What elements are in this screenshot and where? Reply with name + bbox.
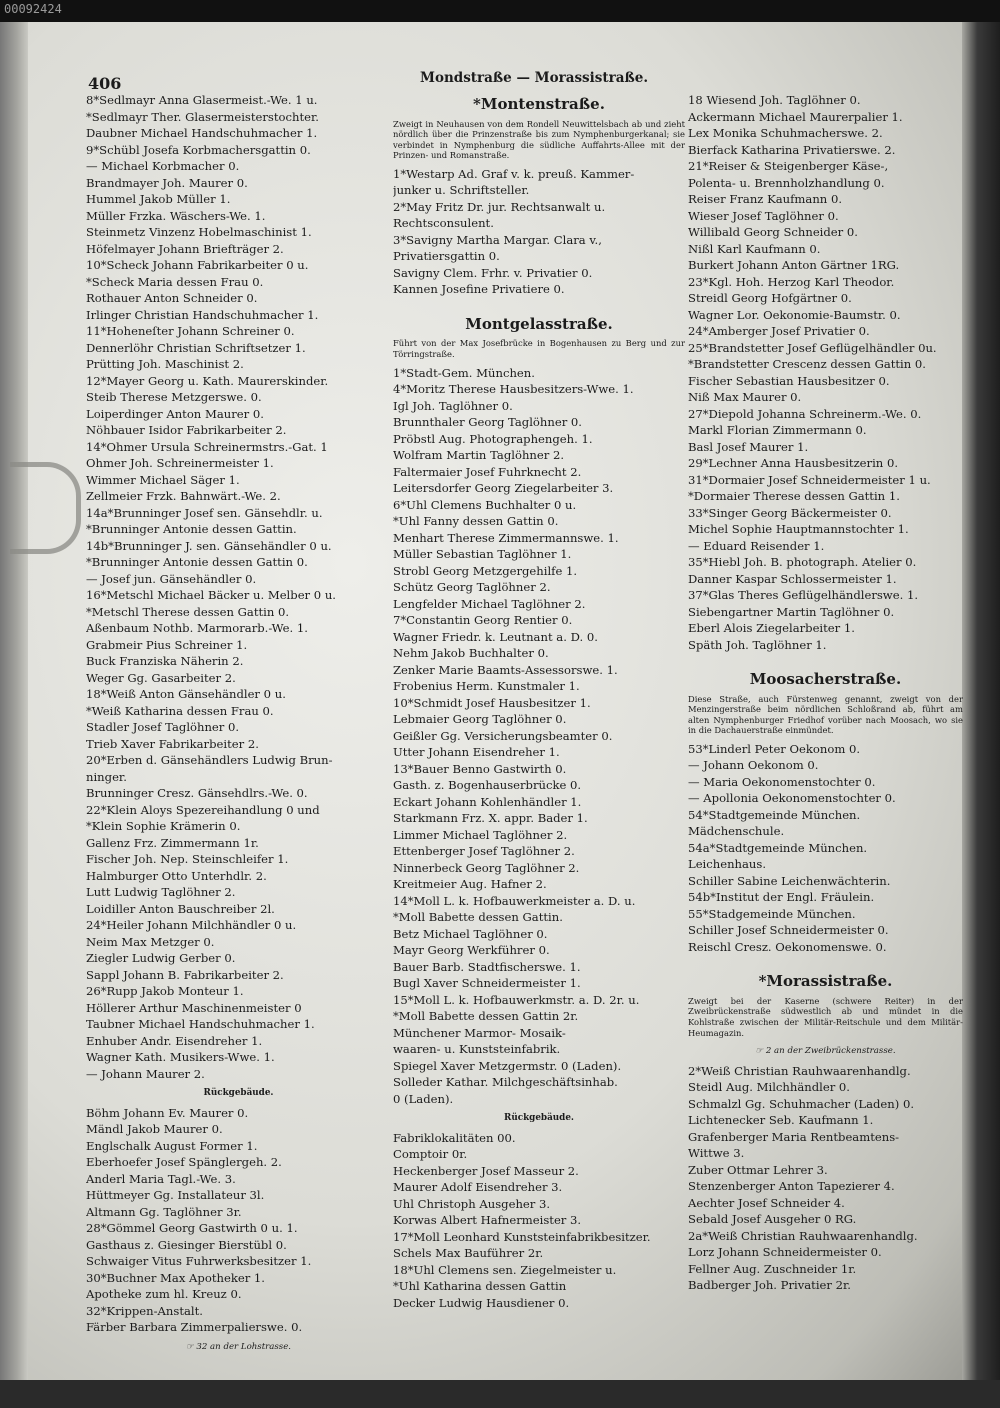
directory-entry: Schiller Josef Schneidermeister 0. (688, 923, 889, 938)
directory-entry: Lebmaier Georg Taglöhner 0. (393, 712, 567, 727)
directory-entry: 15*Moll L. k. Hofbauwerkmstr. a. D. 2r. u. (393, 992, 640, 1007)
directory-entry: 14a*Brunninger Josef sen. Gänsehdlr. u. (86, 505, 323, 520)
directory-entry: 2a*Weiß Christian Rauhwaarenhandlg. (688, 1228, 918, 1243)
directory-entry: — Eduard Reisender 1. (688, 538, 825, 553)
directory-entry: Irlinger Christian Handschuhmacher 1. (86, 307, 319, 322)
directory-entry: Gallenz Frz. Zimmermann 1r. (86, 835, 259, 850)
directory-entry: Ackermann Michael Maurerpalier 1. (688, 109, 903, 124)
reference-note: ☞ 2 an der Zweibrückenstrasse. (755, 1046, 896, 1057)
directory-entry: 2*Weiß Christian Rauhwaarenhandlg. (688, 1063, 911, 1078)
directory-entry: Strobl Georg Metzgergehilfe 1. (393, 563, 578, 578)
directory-entry: Lichtenecker Seb. Kaufmann 1. (688, 1113, 874, 1128)
directory-entry: Weger Gg. Gasarbeiter 2. (86, 670, 236, 685)
directory-entry: Menhart Therese Zimmermannswe. 1. (393, 530, 619, 545)
directory-entry: 14*Ohmer Ursula Schreinermstrs.-Gat. 1 (86, 439, 328, 454)
street-heading: Moosacherstraße. (749, 671, 902, 688)
directory-entry: Burkert Johann Anton Gärtner 1RG. (688, 258, 900, 272)
directory-entry: Siebengartner Martin Taglöhner 0. (688, 604, 895, 619)
directory-entry: 29*Lechner Anna Hausbesitzerin 0. (688, 456, 899, 470)
directory-entry: Privatiersgattin 0. (393, 249, 500, 264)
directory-entry: *Moll Babette dessen Gattin. (393, 910, 563, 925)
directory-entry: Daubner Michael Handschuhmacher 1. (86, 126, 318, 140)
directory-entry: Kreitmeier Aug. Hafner 2. (393, 877, 547, 892)
directory-entry: 31*Dormaier Josef Schneidermeister 1 u. (688, 472, 931, 487)
directory-entry: Wieser Josef Taglöhner 0. (688, 208, 839, 223)
directory-entry: Limmer Michael Taglöhner 2. (393, 827, 568, 842)
directory-entry: Steib Therese Metzgerswe. 0. (86, 390, 262, 404)
scan-code: 00092424 (4, 2, 62, 16)
directory-entry: Münchener Marmor- Mosaik- (393, 1025, 566, 1040)
directory-entry: Wolfram Martin Taglöhner 2. (393, 448, 565, 463)
directory-entry: — Johann Maurer 2. (86, 1066, 205, 1081)
directory-entry: — Johann Oekonom 0. (688, 758, 819, 773)
scan-top-bar (0, 0, 1000, 22)
directory-entry: Fabriklokalitäten 00. (393, 1130, 516, 1145)
directory-entry: 22*Klein Aloys Spezereihandlung 0 und (86, 802, 320, 817)
directory-entry: Aechter Josef Schneider 4. (688, 1195, 845, 1210)
directory-entry: Savigny Clem. Frhr. v. Privatier 0. (393, 265, 593, 280)
street-heading: *Montenstraße. (473, 96, 605, 113)
directory-entry: 28*Gömmel Georg Gastwirth 0 u. 1. (86, 1221, 298, 1235)
directory-entry: 24*Heiler Johann Milchhändler 0 u. (86, 918, 297, 932)
column-middle (393, 92, 685, 1311)
directory-entry: 33*Singer Georg Bäckermeister 0. (688, 505, 892, 520)
directory-entry: Grabmeir Pius Schreiner 1. (86, 637, 248, 652)
directory-entry: Wagner Lor. Oekonomie-Baumstr. 0. (688, 307, 901, 322)
directory-entry: Loiperdinger Anton Maurer 0. (86, 406, 264, 421)
directory-entry: Neim Max Metzger 0. (86, 934, 215, 949)
directory-entry: Steidl Aug. Milchhändler 0. (688, 1080, 850, 1095)
directory-entry: 30*Buchner Max Apotheker 1. (86, 1270, 265, 1285)
directory-entry: Wittwe 3. (688, 1146, 745, 1161)
directory-entry: 18*Uhl Clemens sen. Ziegelmeister u. (393, 1262, 617, 1277)
directory-entry: 2*May Fritz Dr. jur. Rechtsanwalt u. (393, 199, 606, 214)
directory-entry: Basl Josef Maurer 1. (688, 439, 809, 454)
directory-entry: Grafenberger Maria Rentbeamtens- (688, 1129, 900, 1144)
directory-entry: Brunnthaler Georg Taglöhner 0. (393, 415, 582, 430)
directory-entry: Uhl Christoph Ausgeher 3. (393, 1196, 551, 1211)
directory-entry: Decker Ludwig Hausdiener 0. (393, 1295, 570, 1310)
directory-entry: 16*Metschl Michael Bäcker u. Melber 0 u. (86, 588, 336, 602)
directory-entry: — Maria Oekonomenstochter 0. (688, 774, 876, 789)
directory-entry: Hummel Jakob Müller 1. (86, 192, 231, 206)
directory-entry: Ziegler Ludwig Gerber 0. (86, 951, 236, 965)
directory-entry: 54b*Institut der Engl. Fräulein. (688, 890, 875, 905)
directory-entry: Sappl Johann B. Fabrikarbeiter 2. (86, 967, 284, 982)
directory-entry: junker u. Schriftsteller. (393, 183, 530, 198)
directory-entry: Lorz Johann Schneidermeister 0. (688, 1245, 882, 1260)
street-description: Diese Straße, auch Fürstenweg genannt, zweigt von der Menzingerstraße beim nördlichen Schloßrand ab, führt am alten Nymphenburger Friedhof vorüber nach Moosach, wo sie in die Dachauerstraße einmündet. (688, 693, 963, 736)
directory-entry: Spiegel Xaver Metzgermstr. 0 (Laden). (393, 1058, 622, 1073)
directory-entry: Fellner Aug. Zuschneider 1r. (688, 1261, 857, 1276)
directory-entry: 26*Rupp Jakob Monteur 1. (86, 984, 244, 998)
directory-entry: Danner Kaspar Schlossermeister 1. (688, 571, 897, 586)
directory-entry: Steinmetz Vinzenz Hobelmaschinist 1. (86, 225, 312, 239)
directory-entry: *Metschl Therese dessen Gattin 0. (86, 604, 290, 619)
directory-entry: Eberl Alois Ziegelarbeiter 1. (688, 621, 855, 635)
directory-entry: Aßenbaum Nothb. Marmorarb.-We. 1. (86, 621, 308, 635)
directory-entry: Schels Max Bauführer 2r. (393, 1246, 544, 1261)
directory-entry: *Brunninger Antonie dessen Gattin. (86, 522, 297, 536)
directory-entry: Nißl Karl Kaufmann 0. (688, 241, 821, 256)
directory-entry: *Uhl Fanny dessen Gattin 0. (393, 514, 559, 529)
directory-entry: 18 Wiesend Joh. Taglöhner 0. (688, 93, 861, 107)
book-spine-shadow (0, 22, 28, 1408)
street-description: Führt von der Max Josefbrücke in Bogenhausen zu Berg und zur Törringstraße. (393, 338, 685, 359)
directory-entry: Gasthaus z. Giesinger Bierstübl 0. (86, 1237, 287, 1252)
directory-entry: Reiser Franz Kaufmann 0. (688, 192, 843, 206)
directory-entry: Igl Joh. Taglöhner 0. (393, 398, 513, 413)
directory-entry: Comptoir 0r. (393, 1147, 468, 1162)
directory-entry: Lengfelder Michael Taglöhner 2. (393, 596, 586, 611)
directory-entry: Zuber Ottmar Lehrer 3. (688, 1162, 828, 1177)
directory-entry: Enhuber Andr. Eisendreher 1. (86, 1033, 263, 1048)
directory-entry: Schmalzl Gg. Schuhmacher (Laden) 0. (688, 1096, 915, 1111)
directory-entry: Höllerer Arthur Maschinenmeister 0 (86, 1000, 302, 1015)
directory-entry: *Klein Sophie Krämerin 0. (86, 819, 241, 833)
directory-entry: 35*Hiebl Joh. B. photograph. Atelier 0. (688, 555, 917, 569)
directory-entry: 54*Stadtgemeinde München. (688, 807, 861, 822)
directory-entry: 20*Erben d. Gänsehändlers Ludwig Brun- (86, 753, 333, 767)
directory-entry: Ninnerbeck Georg Taglöhner 2. (393, 860, 580, 875)
directory-entry: Utter Johann Eisendreher 1. (393, 745, 560, 760)
directory-entry: Späth Joh. Taglöhner 1. (688, 637, 827, 652)
directory-entry: Bugl Xaver Schneidermeister 1. (393, 976, 581, 991)
directory-entry: Frobenius Herm. Kunstmaler 1. (393, 679, 580, 694)
directory-entry: Leitersdorfer Georg Ziegelarbeiter 3. (393, 481, 614, 496)
directory-entry: Hüttmeyer Gg. Installateur 3l. (86, 1188, 265, 1202)
directory-entry: 24*Amberger Josef Privatier 0. (688, 324, 870, 338)
directory-entry: Altmann Gg. Taglöhner 3r. (86, 1204, 242, 1219)
directory-entry: Schwaiger Vitus Fuhrwerksbesitzer 1. (86, 1254, 312, 1268)
directory-entry: Leichenhaus. (688, 857, 767, 872)
directory-entry: Mädchenschule. (688, 824, 785, 839)
directory-entry: Dennerlöhr Christian Schriftsetzer 1. (86, 340, 306, 355)
directory-entry: 54a*Stadtgemeinde München. (688, 840, 868, 855)
reference-note: ☞ 32 an der Lohstrasse. (185, 1341, 292, 1352)
directory-entry: Taubner Michael Handschuhmacher 1. (86, 1017, 315, 1031)
directory-entry: Reischl Cresz. Oekonomenswe. 0. (688, 939, 887, 954)
directory-entry: Michel Sophie Hauptmannstochter 1. (688, 522, 909, 536)
directory-entry: *Weiß Katharina dessen Frau 0. (86, 703, 274, 718)
directory-entry: *Dormaier Therese dessen Gattin 1. (688, 489, 900, 503)
directory-entry: ninger. (86, 769, 127, 784)
subsection-label: Rückgebäude. (203, 1088, 274, 1098)
directory-entry: Anderl Maria Tagl.-We. 3. (86, 1171, 236, 1186)
directory-entry: 3*Savigny Martha Margar. Clara v., (393, 232, 602, 247)
directory-entry: *Scheck Maria dessen Frau 0. (86, 274, 264, 289)
directory-entry: Färber Barbara Zimmerpalierswe. 0. (86, 1320, 303, 1334)
directory-entry: Bierfack Katharina Privatierswe. 2. (688, 142, 896, 157)
directory-entry: 10*Scheck Johann Fabrikarbeiter 0 u. (86, 258, 309, 272)
directory-entry: Badberger Joh. Privatier 2r. (688, 1278, 851, 1293)
directory-entry: Mayr Georg Werkführer 0. (393, 943, 550, 958)
directory-entry: 11*Hoheneſter Johann Schreiner 0. (86, 324, 295, 338)
directory-entry: Fischer Joh. Nep. Steinschleifer 1. (86, 852, 289, 866)
directory-entry: Ohmer Joh. Schreinermeister 1. (86, 456, 274, 470)
directory-entry: 32*Krippen-Anstalt. (86, 1303, 203, 1318)
section-gap (688, 653, 963, 667)
directory-entry: Stenzenberger Anton Tapezierer 4. (688, 1179, 895, 1194)
directory-entry: Prütting Joh. Maschinist 2. (86, 357, 244, 371)
directory-entry: 8*Sedlmayr Anna Glasermeist.-We. 1 u. (86, 93, 318, 107)
directory-entry: Brandmayer Joh. Maurer 0. (86, 175, 248, 190)
directory-entry: Rechtsconsulent. (393, 216, 494, 231)
directory-entry: 18*Weiß Anton Gänsehändler 0 u. (86, 687, 286, 701)
directory-entry: *Sedlmayr Ther. Glasermeisterstochter. (86, 109, 319, 124)
directory-entry: 37*Glas Theres Geflügelhändlerswe. 1. (688, 588, 919, 602)
section-gap (688, 955, 963, 969)
directory-entry: Englschalk August Former 1. (86, 1138, 258, 1153)
directory-entry: — Josef jun. Gänsehändler 0. (86, 571, 257, 586)
running-header: Mondstraße — Morassistraße. (420, 70, 649, 86)
directory-entry: 13*Bauer Benno Gastwirth 0. (393, 761, 567, 776)
directory-entry: Kannen Josefine Privatiere 0. (393, 282, 565, 297)
directory-entry: Sebald Josef Ausgeher 0 RG. (688, 1212, 857, 1227)
directory-entry: Zenker Marie Baamts-Assessorswe. 1. (393, 662, 618, 677)
directory-entry: Müller Frzka. Wäschers-We. 1. (86, 208, 266, 223)
page-edge-shadow (962, 22, 1000, 1408)
directory-entry: 1*Westarp Ad. Graf v. k. preuß. Kammer- (393, 166, 635, 181)
directory-entry: Fischer Sebastian Hausbesitzer 0. (688, 373, 890, 388)
directory-entry: *Moll Babette dessen Gattin 2r. (393, 1009, 579, 1024)
directory-entry: Korwas Albert Hafnermeister 3. (393, 1213, 582, 1228)
directory-entry: 0 (Laden). (393, 1091, 454, 1106)
directory-entry: Rothauer Anton Schneider 0. (86, 291, 258, 305)
directory-entry: waaren- u. Kunststeinfabrik. (393, 1042, 561, 1057)
column-left (86, 92, 391, 1358)
directory-entry: Geißler Gg. Versicherungsbeamter 0. (393, 728, 613, 743)
directory-entry: Brunninger Cresz. Gänsehdlrs.-We. 0. (86, 786, 308, 800)
directory-entry: Pröbstl Aug. Photographengeh. 1. (393, 431, 593, 446)
directory-entry: 23*Kgl. Hoh. Herzog Karl Theodor. (688, 274, 895, 289)
directory-entry: Böhm Johann Ev. Maurer 0. (86, 1105, 249, 1120)
directory-entry: Gasth. z. Bogenhauserbrücke 0. (393, 778, 582, 793)
directory-entry: Lex Monika Schuhmacherswe. 2. (688, 126, 883, 140)
directory-entry: — Michael Korbmacher 0. (86, 159, 240, 173)
directory-entry: 7*Constantin Georg Rentier 0. (393, 613, 573, 628)
directory-entry: 12*Mayer Georg u. Kath. Maurerskinder. (86, 373, 329, 388)
directory-entry: Buck Franziska Näherin 2. (86, 654, 244, 668)
directory-entry: 21*Reiser & Steigenberger Käse-, (688, 159, 889, 173)
directory-entry: Streidl Georg Hofgärtner 0. (688, 291, 852, 305)
directory-entry: Faltermaier Josef Fuhrknecht 2. (393, 464, 582, 479)
directory-entry: Wagner Friedr. k. Leutnant a. D. 0. (393, 629, 598, 644)
subsection-label: Rückgebäude. (504, 1113, 574, 1124)
directory-entry: 53*Linderl Peter Oekonom 0. (688, 741, 861, 756)
directory-entry: Starkmann Frz. X. appr. Bader 1. (393, 811, 588, 826)
directory-entry: — Apollonia Oekonomenstochter 0. (688, 791, 896, 806)
directory-entry: Niß Max Maurer 0. (688, 390, 802, 404)
directory-entry: Maurer Adolf Eisendreher 3. (393, 1180, 563, 1195)
street-description: Zweigt bei der Kaserne (schwere Reiter) in der Zweibrückenstraße südwestlich ab und mündet in die Kohlstraße zwischen der Militär-Reitschule und dem Militär-Heumagazin. (688, 995, 963, 1038)
directory-entry: 4*Moritz Therese Hausbesitzers-Wwe. 1. (393, 382, 634, 397)
directory-entry: Nöhbauer Isidor Fabrikarbeiter 2. (86, 423, 287, 437)
street-description: Zweigt in Neuhausen von dem Rondell Neuwittelsbach ab und zieht nördlich über die Prinzenstraße bis zum Nymphenburgerkanal; sie verbindet in Nymphenburg die südliche Auffahrts-Allee mit der Prinzen- und Romanstraße. (393, 118, 685, 161)
directory-entry: Eberhoefer Josef Spänglergeh. 2. (86, 1155, 282, 1169)
directory-entry: 14*Moll L. k. Hofbauwerkmeister a. D. u. (393, 893, 636, 908)
directory-entry: Nehm Jakob Buchhalter 0. (393, 646, 549, 661)
directory-entry: 6*Uhl Clemens Buchhalter 0 u. (393, 497, 577, 512)
directory-entry: Solleder Kathar. Milchgeschäftsinhab. (393, 1075, 618, 1090)
directory-entry: Ettenberger Josef Taglöhner 2. (393, 844, 575, 859)
directory-entry: Schiller Sabine Leichenwächterin. (688, 873, 891, 888)
directory-entry: Mändl Jakob Maurer 0. (86, 1122, 223, 1136)
directory-entry: Wagner Kath. Musikers-Wwe. 1. (86, 1050, 275, 1064)
directory-entry: Eckart Johann Kohlenhändler 1. (393, 794, 582, 809)
directory-entry: Willibald Georg Schneider 0. (688, 225, 858, 239)
directory-entry: Lutt Ludwig Taglöhner 2. (86, 885, 236, 899)
directory-entry: Polenta- u. Brennholzhandlung 0. (688, 175, 885, 190)
paper-clip-icon (10, 462, 81, 554)
directory-entry: Betz Michael Taglöhner 0. (393, 926, 548, 941)
directory-entry: Bauer Barb. Stadtfischerswe. 1. (393, 959, 581, 974)
page-number: 406 (88, 74, 122, 93)
directory-entry: 1*Stadt-Gem. München. (393, 365, 535, 380)
directory-entry: 10*Schmidt Josef Hausbesitzer 1. (393, 695, 591, 710)
scan-bottom-edge (0, 1380, 1000, 1408)
directory-entry: Wimmer Michael Säger 1. (86, 472, 240, 487)
directory-entry: 9*Schübl Josefa Korbmachersgattin 0. (86, 142, 311, 157)
street-heading: *Morassistraße. (758, 973, 893, 990)
directory-entry: Müller Sebastian Taglöhner 1. (393, 547, 572, 562)
street-heading: Montgelasstraße. (465, 315, 613, 333)
directory-entry: Apotheke zum hl. Kreuz 0. (86, 1287, 242, 1301)
directory-entry: 17*Moll Leonhard Kunststeinfabrikbesitzer. (393, 1229, 651, 1244)
section-gap (393, 298, 685, 312)
directory-entry: *Uhl Katharina dessen Gattin (393, 1279, 567, 1294)
directory-entry: 27*Diepold Johanna Schreinerm.-We. 0. (688, 406, 922, 421)
directory-entry: Höfelmayer Johann Briefträger 2. (86, 241, 284, 256)
directory-entry: 14b*Brunninger J. sen. Gänsehändler 0 u. (86, 538, 332, 553)
directory-entry: Trieb Xaver Fabrikarbeiter 2. (86, 736, 259, 751)
column-right (688, 92, 963, 1294)
directory-entry: 55*Stadgemeinde München. (688, 906, 856, 921)
directory-entry: Markl Florian Zimmermann 0. (688, 423, 867, 437)
directory-entry: Zellmeier Frzk. Bahnwärt.-We. 2. (86, 489, 281, 503)
directory-entry: Stadler Josef Taglöhner 0. (86, 720, 240, 734)
directory-entry: *Brandstetter Crescenz dessen Gattin 0. (688, 357, 926, 371)
directory-entry: Halmburger Otto Unterhdlr. 2. (86, 868, 267, 883)
directory-entry: Loidiller Anton Bauschreiber 2l. (86, 901, 275, 916)
directory-entry: Heckenberger Josef Masseur 2. (393, 1163, 579, 1178)
directory-entry: 25*Brandstetter Josef Geflügelhändler 0u. (688, 340, 937, 355)
directory-entry: *Brunninger Antonie dessen Gattin 0. (86, 555, 308, 569)
directory-entry: Schütz Georg Taglöhner 2. (393, 580, 551, 595)
